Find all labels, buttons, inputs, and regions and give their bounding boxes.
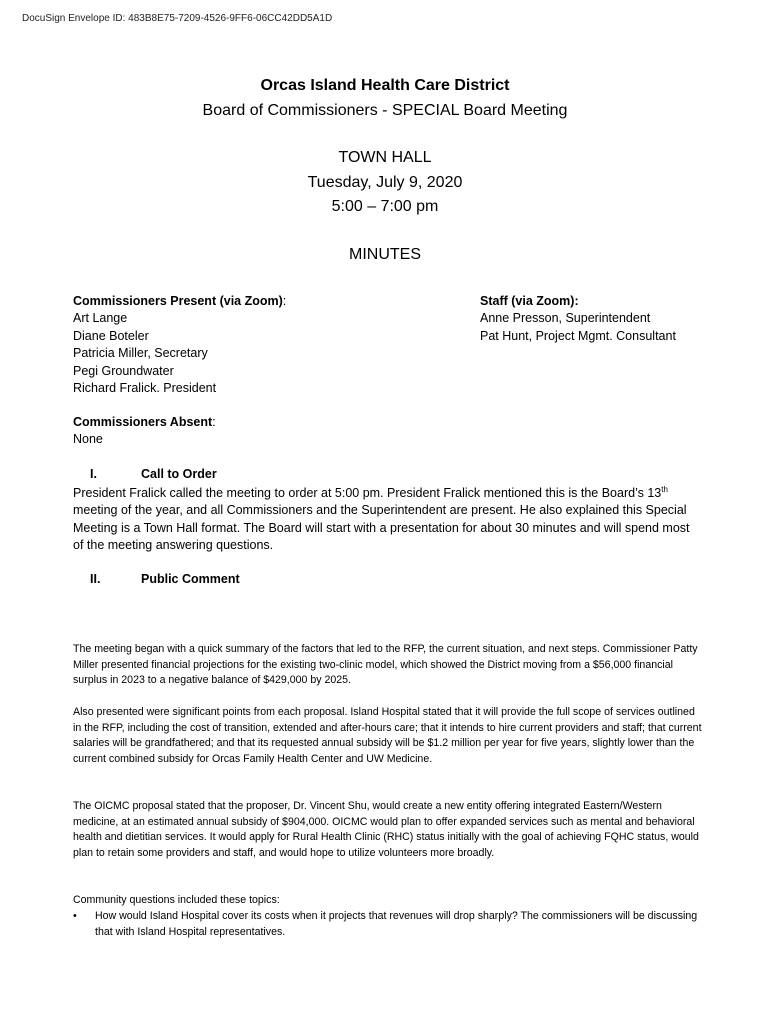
commissioners-absent-heading	[73, 414, 433, 431]
section-number: I.	[90, 467, 97, 481]
meeting-location: TOWN HALL	[338, 149, 432, 166]
oicmc-paragraph: The OICMC proposal stated that the proposer, Dr. Vincent Shu, would create a new entity offering integrated Eastern/Western medicine, at an estimated annual subsidy of $904,000. OICMC would plan to offer expanded services such as mental and behavioral health and dietitian services. It would apply for Rural Health Clinic (RHC) status initially with the goal of achieving FQHC status, would plan to retain some providers and staff, and would hope to utilize volunteers more broadly.	[73, 800, 699, 859]
call-to-order-paragraph	[73, 485, 698, 555]
commissioners-present-heading	[73, 293, 433, 310]
community-questions-list	[73, 909, 703, 940]
meeting-time: 5:00 – 7:00 pm	[331, 198, 439, 215]
commissioner-name: Pegi Groundwater	[73, 363, 174, 378]
bullet-icon: •	[73, 910, 77, 922]
docusign-envelope-id: DocuSign Envelope ID: 483B8E75-7209-4526-9FF6-06CC42DD5A1D	[22, 13, 333, 24]
commissioners-absent-label: Commissioners Absent	[73, 415, 213, 429]
list-item	[73, 909, 703, 940]
commissioners-absent-block	[73, 414, 433, 449]
commissioner-name: Art Lange	[73, 311, 128, 326]
call-to-order-text-a: President Fralick called the meeting to order at 5:00 pm. President Fralick mentioned this is the Board’s 13	[73, 486, 662, 500]
document-subtitle: Board of Commissioners - SPECIAL Board Meeting	[202, 102, 568, 119]
staff-block	[480, 293, 740, 345]
section-number: II.	[90, 572, 101, 586]
ordinal-superscript: th	[661, 484, 668, 494]
summary-paragraph: The meeting began with a quick summary of the factors that led to the RFP, the current situation, and next steps. Commissioner Patty Miller presented financial projections for the existing two-clinic model, which showed the District moving from a $56,000 financial surplus in 2023 to a negative balance of $429,000 by 2025.	[73, 643, 698, 687]
commissioner-name: Richard Fralick. President	[73, 381, 217, 396]
commissioners-absent-value: None	[73, 432, 103, 447]
commissioner-name: Patricia Miller, Secretary	[73, 346, 208, 361]
commissioners-present-block	[73, 293, 433, 397]
section-public-comment-heading	[90, 572, 490, 590]
minutes-heading: MINUTES	[349, 246, 421, 263]
section-label: Call to Order	[141, 467, 217, 481]
commissioner-name: Diane Boteler	[73, 328, 149, 343]
meeting-date: Tuesday, July 9, 2020	[307, 174, 463, 191]
island-hospital-paragraph: Also presented were significant points from each proposal. Island Hospital stated that it will provide the full scope of services outlined in the RFP, including the cost of transition, extended and after-hours care; that it intends to hire current providers and staff; that current salaries will be grandfathered; and that its requested annual subsidy will be $1.2 million per year for five years, slightly lower than the current combined subsidy for Orcas Family Health Center and UW Medicine.	[73, 706, 702, 765]
staff-name: Pat Hunt, Project Mgmt. Consultant	[480, 328, 676, 343]
staff-name: Anne Presson, Superintendent	[480, 311, 651, 326]
staff-heading: Staff (via Zoom):	[480, 294, 579, 308]
document-title: Orcas Island Health Care District	[260, 77, 510, 94]
community-questions-intro: Community questions included these topics:	[73, 894, 280, 906]
section-label: Public Comment	[141, 572, 240, 586]
commissioners-present-colon: :	[282, 294, 287, 308]
commissioners-present-label: Commissioners Present (via Zoom)	[73, 294, 283, 308]
section-call-to-order-heading	[90, 467, 490, 485]
list-item-text: How would Island Hospital cover its costs when it projects that revenues will drop sharply? The commissioners will be discussing that with Island Hospital representatives.	[95, 910, 698, 938]
call-to-order-text-b: meeting of the year, and all Commissioners and the Superintendent are present. He also explained this Special Meeting is a Town Hall format. The Board will start with a presentation for about 30 minutes and will spend most of the meeting answering questions.	[73, 503, 690, 553]
commissioners-absent-colon: :	[212, 415, 216, 429]
